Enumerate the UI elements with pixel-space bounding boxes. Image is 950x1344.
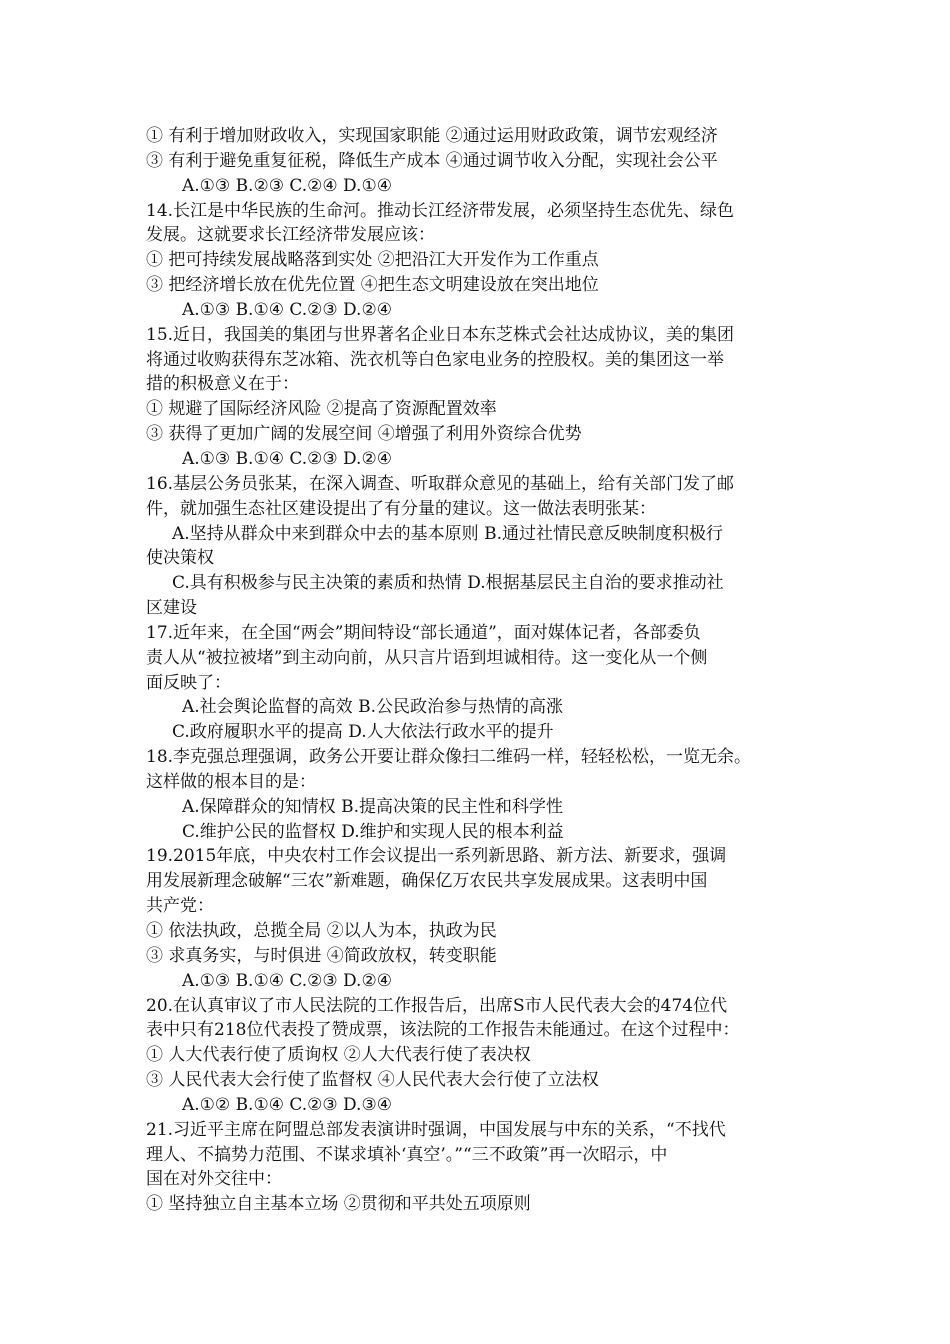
text-line: ③ 求真务实，与时俱进 ④简政放权，转变职能 (146, 945, 497, 966)
answer-choices-line: C.政府履职水平的提高 D.人大依法行政水平的提升 (172, 722, 554, 743)
text-line: 使决策权 (146, 548, 214, 569)
text-line: 16.基层公务员张某，在深入调查、听取群众意见的基础上，给有关部门发了邮 (146, 473, 735, 494)
answer-choices-line: C.具有积极参与民主决策的素质和热情 D.根据基层民主自治的要求推动社 (172, 573, 724, 594)
text-line: ① 坚持独立自主基本立场 ②贯彻和平共处五项原则 (146, 1194, 531, 1215)
text-line: 理人、不搞势力范围、不谋求填补‘真空’。”“三不政策”再一次昭示，中 (146, 1144, 668, 1165)
text-line: ③ 把经济增长放在优先位置 ④把生态文明建设放在突出地位 (146, 275, 599, 296)
text-line: 表中只有218位代表投了赞成票，该法院的工作报告未能通过。在这个过程中： (146, 1020, 740, 1041)
answer-choices-line: A.①③ B.①④ C.②③ D.②④ (182, 448, 392, 469)
text-line: 共产党： (146, 896, 214, 917)
text-line: ① 规避了国际经济风险 ②提高了资源配置效率 (146, 399, 497, 420)
question-text-block (146, 124, 826, 1217)
text-line: 20.在认真审议了市人民法院的工作报告后，出席S市人民代表大会的474位代 (146, 995, 728, 1016)
text-line: 将通过收购获得东芝冰箱、洗衣机等白色家电业务的控股权。美的集团这一举 (146, 349, 724, 370)
text-line: 15.近日，我国美的集团与世界著名企业日本东芝株式会社达成协议，美的集团 (146, 324, 735, 345)
answer-choices-line: A.坚持从群众中来到群众中去的基本原则 B.通过社情民意反映制度积极行 (172, 523, 723, 544)
text-line: 17.近年来，在全国“两会”期间特设“部长通道”，面对媒体记者，各部委负 (146, 622, 701, 643)
text-line: 国在对外交往中： (146, 1169, 282, 1190)
text-line: ① 有利于增加财政收入，实现国家职能 ②通过运用财政政策，调节宏观经济 (146, 126, 718, 146)
text-line: ③ 人民代表大会行使了监督权 ④人民代表大会行使了立法权 (146, 1070, 599, 1091)
text-line: 18.李克强总理强调，政务公开要让群众像扫二维码一样，轻轻松松，一览无余。 (146, 747, 752, 768)
text-line: ① 依法执政，总揽全局 ②以人为本，执政为民 (146, 921, 497, 941)
text-line: 19.2015年底，中央农村工作会议提出一系列新思路、新方法、新要求，强调 (146, 846, 727, 867)
answer-choices-line: A.保障群众的知情权 B.提高决策的民主性和科学性 (182, 796, 563, 817)
text-line: 14.长江是中华民族的生命河。推动长江经济带发展，必须坚持生态优先、绿色 (146, 200, 735, 221)
text-line: 件，就加强生态社区建设提出了有分量的建议。这一做法表明张某： (146, 498, 656, 519)
text-line: 发展。这就要求长江经济带发展应该： (146, 225, 435, 246)
text-line: ① 把可持续发展战略落到实处 ②把沿江大开发作为工作重点 (146, 250, 599, 271)
text-line: 责人从“被拉被堵”到主动向前，从只言片语到坦诚相待。这一变化从一个侧 (146, 647, 708, 668)
text-line: ③ 有利于避免重复征税，降低生产成本 ④通过调节收入分配，实现社会公平 (146, 150, 718, 171)
answer-choices-line: A.社会舆论监督的高效 B.公民政治参与热情的高涨 (182, 697, 563, 718)
text-line: 面反映了： (146, 672, 231, 693)
text-line: 用发展新理念破解“三农”新难题，确保亿万农民共享发展成果。这表明中国 (146, 871, 708, 892)
answer-choices-line: A.①③ B.①④ C.②③ D.②④ (182, 970, 392, 991)
answer-choices-line: A.①③ B.②③ C.②④ D.①④ (182, 175, 392, 196)
text-line: 这样做的根本目的是： (146, 771, 316, 792)
answer-choices-line: A.①② B.①④ C.②③ D.③④ (182, 1094, 392, 1115)
text-line: 措的积极意义在于： (146, 374, 299, 395)
text-line: 区建设 (146, 598, 197, 619)
answer-choices-line: C.维护公民的监督权 D.维护和实现人民的根本利益 (182, 821, 564, 842)
text-line: ① 人大代表行使了质询权 ②人大代表行使了表决权 (146, 1045, 531, 1066)
text-line: ③ 获得了更加广阔的发展空间 ④增强了利用外资综合优势 (146, 424, 582, 445)
answer-choices-line: A.①③ B.①④ C.②③ D.②④ (182, 299, 392, 320)
text-line: 21.习近平主席在阿盟总部发表演讲时强调，中国发展与中东的关系，“不找代 (146, 1119, 726, 1140)
